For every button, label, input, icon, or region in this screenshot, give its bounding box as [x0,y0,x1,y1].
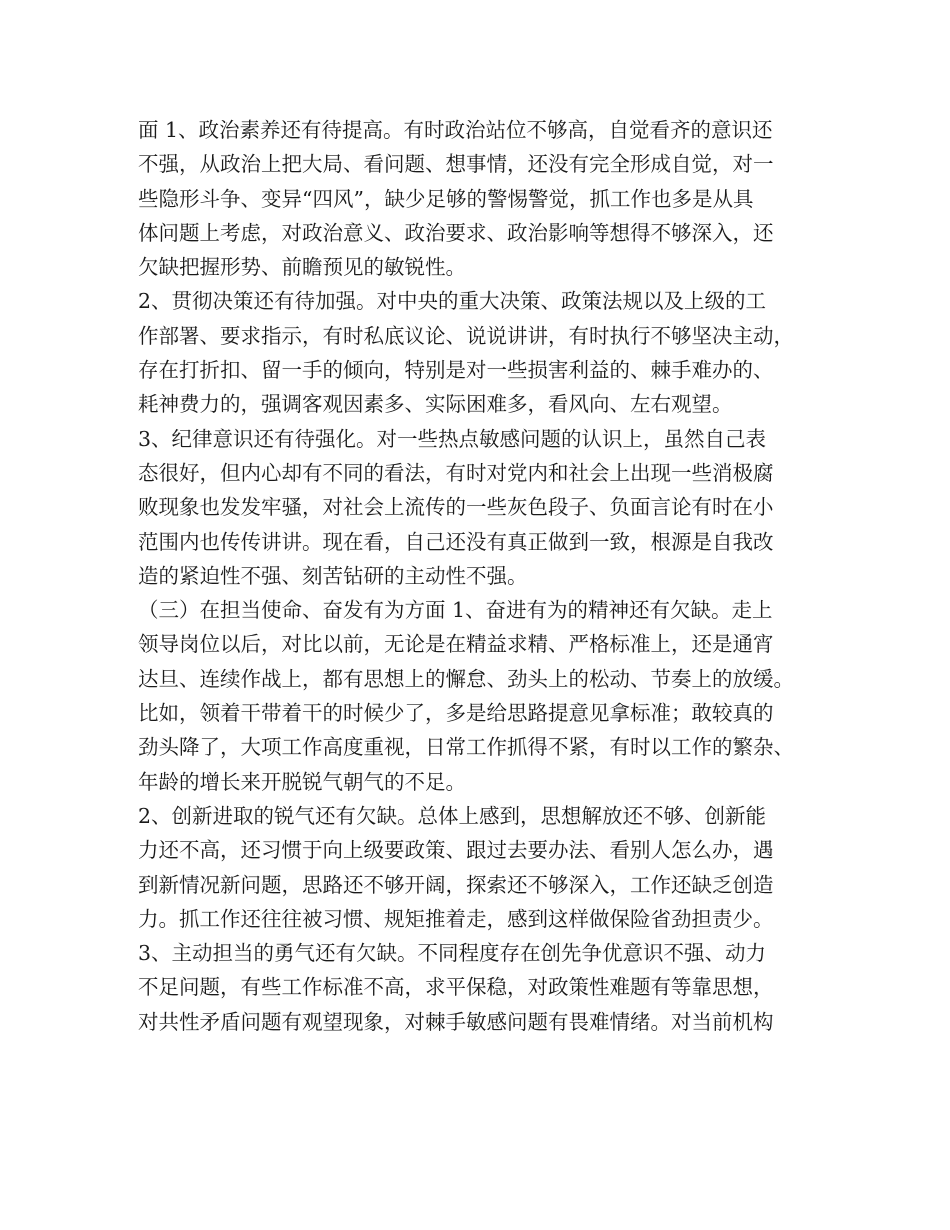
text-line: 欠缺把握形势、前瞻预见的敏锐性。 [138,255,466,280]
document-body-text [138,113,828,1039]
text-line: 对共性矛盾问题有观望现象，对棘手敏感问题有畏难情绪。对当前机构 [138,1009,774,1034]
text-line: 领导岗位以后，对比以前，无论是在精益求精、严格标准上，还是通宵 [138,632,774,657]
text-line: 些隐形斗争、变异“四风”，缺少足够的警惕警觉，抓工作也多是从具 [138,186,754,211]
text-line: （三）在担当使命、奋发有为方面 1、奋进有为的精神还有欠缺。走上 [138,598,773,623]
text-line: 耗神费力的，强调客观因素多、实际困难多，看风向、左右观望。 [138,392,733,417]
text-line: 面 1、政治素养还有待提高。有时政治站位不够高，自觉看齐的意识还 [138,118,773,142]
text-line: 3、主动担当的勇气还有欠缺。不同程度存在创先争优意识不强、动力 [138,941,767,966]
text-line: 达旦、连续作战上，都有思想上的懈怠、劲头上的松动、节奏上的放缓。 [138,666,794,691]
text-line: 不强，从政治上把大局、看问题、想事情，还没有完全形成自觉，对一 [138,152,774,177]
text-line: 2、创新进取的锐气还有欠缺。总体上感到，思想解放还不够、创新能 [138,803,767,828]
text-line: 到新情况新问题，思路还不够开阔，探索还不够深入，工作还缺乏创造 [138,872,774,897]
text-line: 年龄的增长来开脱锐气朝气的不足。 [138,769,466,794]
text-line: 败现象也发发牢骚，对社会上流传的一些灰色段子、负面言论有时在小 [138,495,774,520]
text-line: 范围内也传传讲讲。现在看，自己还没有真正做到一致，根源是自我改 [138,529,774,554]
text-line: 不足问题，有些工作标准不高，求平保稳，对政策性难题有等靠思想， [138,975,774,1000]
text-line: 比如，领着干带着干的时候少了，多是给思路提意见拿标准；敢较真的 [138,701,774,726]
text-line: 劲头降了，大项工作高度重视，日常工作抓得不紧，有时以工作的繁杂、 [138,735,794,760]
text-line: 作部署、要求指示，有时私底议论、说说讲讲，有时执行不够坚决主动， [138,323,794,348]
text-line: 态很好，但内心却有不同的看法，有时对党内和社会上出现一些消极腐 [138,460,774,485]
text-line: 力。抓工作还往往被习惯、规矩推着走，感到这样做保险省劲担责少。 [138,906,774,931]
text-line: 体问题上考虑，对政治意义、政治要求、政治影响等想得不够深入，还 [138,220,774,245]
text-line: 造的紧迫性不强、刻苦钻研的主动性不强。 [138,563,528,588]
text-line: 3、纪律意识还有待强化。对一些热点敏感问题的认识上，虽然自己表 [138,426,767,451]
text-line: 2、贯彻决策还有待加强。对中央的重大决策、政策法规以及上级的工 [138,289,767,314]
text-line: 力还不高，还习惯于向上级要政策、跟过去要办法、看别人怎么办，遇 [138,838,774,863]
text-line: 存在打折扣、留一手的倾向，特别是对一些损害利益的、棘手难办的、 [138,358,774,383]
